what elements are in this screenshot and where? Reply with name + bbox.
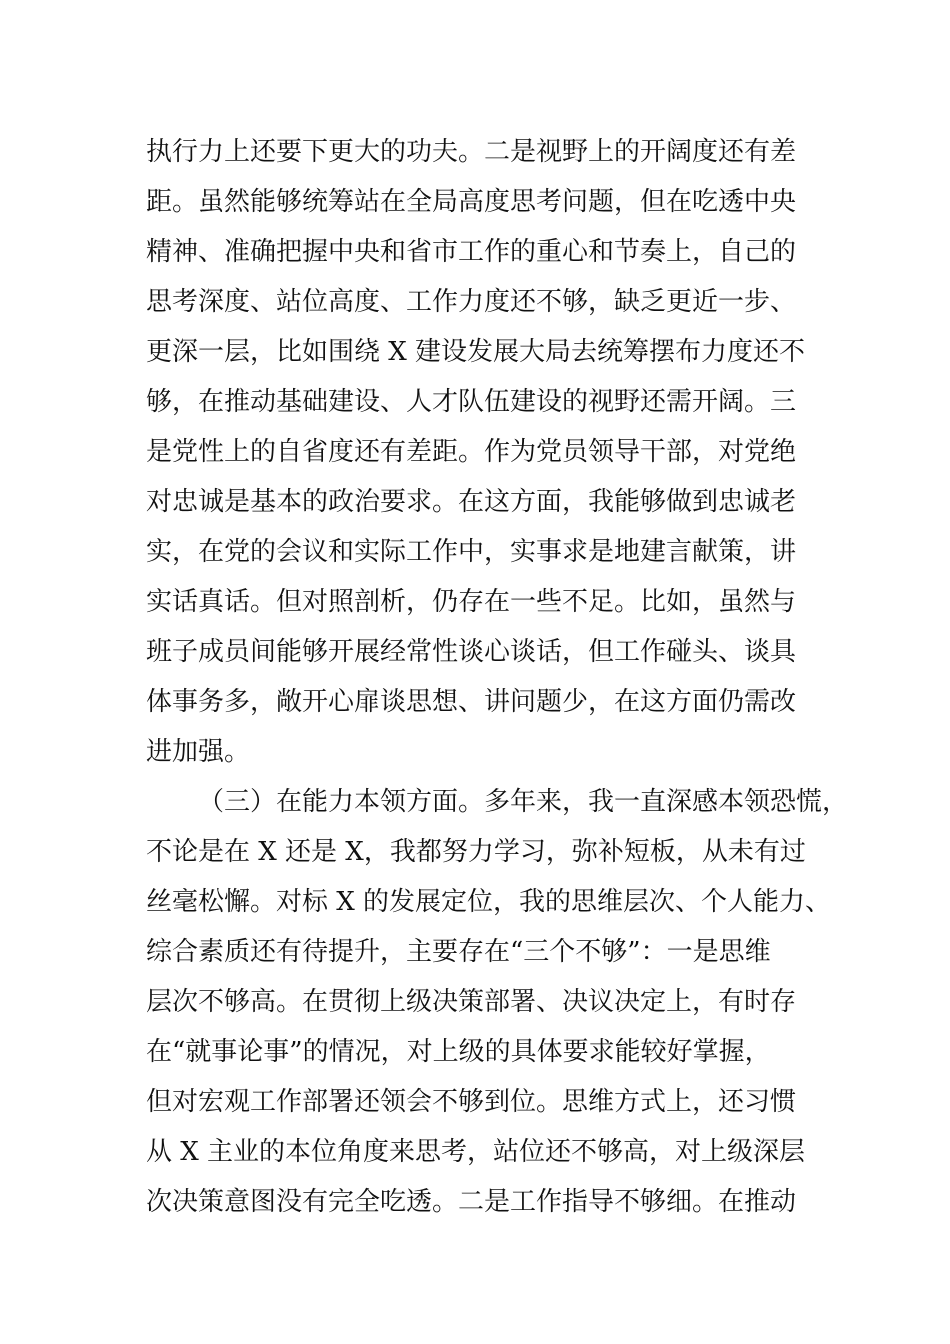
- text-line: 在“就事论事”的情况，对上级的具体要求能较好掌握，: [146, 1037, 771, 1067]
- text-line: 实，在党的会议和实际工作中，实事求是地建言献策，讲: [146, 537, 797, 567]
- text-line: 体事务多，敞开心扉谈思想、讲问题少，在这方面仍需改: [146, 687, 797, 717]
- text-line: 对忠诚是基本的政治要求。在这方面，我能够做到忠诚老: [146, 487, 797, 517]
- text-line: 执行力上还要下更大的功夫。二是视野上的开阔度还有差: [146, 137, 797, 167]
- text-line: 距。虽然能够统筹站在全局高度思考问题，但在吃透中央: [146, 187, 797, 217]
- text-line: 综合素质还有待提升，主要存在“三个不够”：一是思维: [146, 937, 771, 967]
- text-line: 是党性上的自省度还有差距。作为党员领导干部，对党绝: [146, 437, 797, 467]
- text-line: 但对宏观工作部署还领会不够到位。思维方式上，还习惯: [146, 1087, 797, 1117]
- document-body: [146, 127, 849, 1227]
- text-line: 丝毫松懈。对标 X 的发展定位，我的思维层次、个人能力、: [146, 887, 832, 917]
- text-line: 次决策意图没有完全吃透。二是工作指导不够细。在推动: [146, 1187, 797, 1217]
- text-line: 层次不够高。在贯彻上级决策部署、决议决定上，有时存: [146, 987, 797, 1017]
- text-line: 班子成员间能够开展经常性谈心谈话，但工作碰头、谈具: [146, 637, 797, 667]
- text-line: （三）在能力本领方面。多年来，我一直深感本领恐慌，: [198, 787, 849, 817]
- text-line: 更深一层，比如围绕 X 建设发展大局去统筹摆布力度还不: [146, 337, 806, 367]
- text-line: 够，在推动基础建设、人才队伍建设的视野还需开阔。三: [146, 387, 797, 417]
- text-line: 进加强。: [146, 737, 251, 767]
- text-line: 不论是在 X 还是 X，我都努力学习，弥补短板，从未有过: [146, 837, 806, 867]
- text-line: 精神、准确把握中央和省市工作的重心和节奏上，自己的: [146, 237, 797, 267]
- text-line: 实话真话。但对照剖析，仍存在一些不足。比如，虽然与: [146, 587, 797, 617]
- text-line: 思考深度、站位高度、工作力度还不够，缺乏更近一步、: [146, 287, 797, 317]
- text-line: 从 X 主业的本位角度来思考，站位还不够高，对上级深层: [146, 1137, 806, 1167]
